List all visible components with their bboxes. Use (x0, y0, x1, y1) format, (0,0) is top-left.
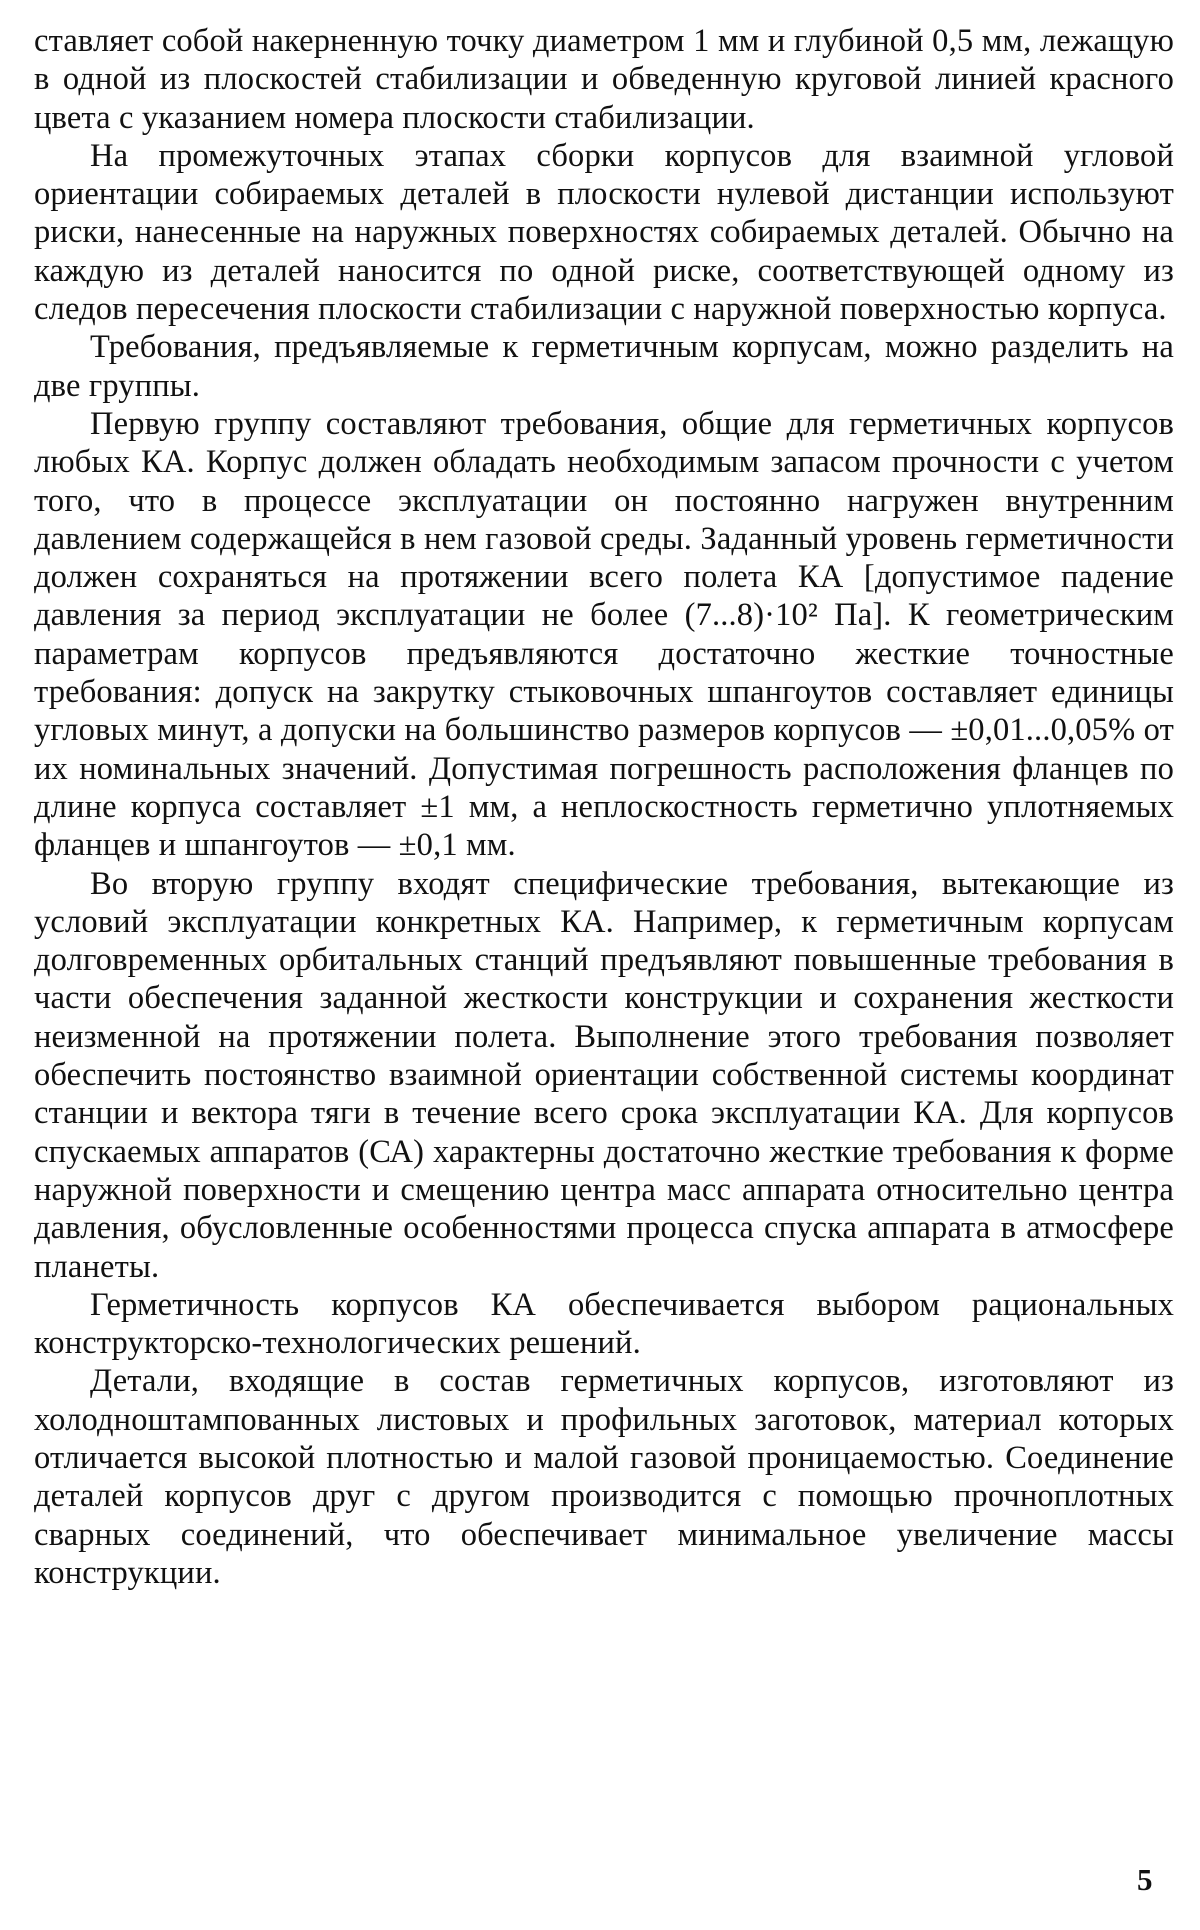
page-body (34, 22, 1174, 1592)
paragraph-3: Требования, предъявляемые к герметичным корпусам, можно разделить на две группы. (34, 329, 1174, 404)
page-number: 5 (1137, 1862, 1153, 1897)
paragraph-7: Детали, входящие в состав герметичных корпусов, изготовляют из холодноштампованных листовых и профильных заготовок, материал которых отличается высокой плотностью и малой газовой проницаемостью. Соединение деталей корпусов друг с другом производится с помощью прочноплотных сварных соединений, что обеспечивает минимальное увеличение массы конструкции. (34, 1363, 1174, 1591)
paragraph-1: ставляет собой накерненную точку диаметром 1 мм и глубиной 0,5 мм, лежащую в одной из плоскостей стабилизации и обведенную круговой линией красного цвета с указанием номера плоскости стабилизации. (34, 23, 1174, 136)
paragraph-6: Герметичность корпусов КА обеспечивается выбором рациональных конструкторско-технологических решений. (34, 1286, 1174, 1362)
paragraph-2: На промежуточных этапах сборки корпусов для взаимной угловой ориентации собираемых деталей в плоскости нулевой дистанции используют риски, нанесенные на наружных поверхностях собираемых деталей. Обычно на каждую из деталей наносится по одной риске, соответствующей одному из следов пересечения плоскости стабилизации с наружной поверхностью корпуса. (34, 137, 1174, 328)
paragraph-4: Первую группу составляют требования, общие для герметичных корпусов любых КА. Корпус должен обладать необходимым запасом прочности с учетом того, что в процессе эксплуатации он постоянно нагружен внутренним давлением содержащейся в нем газовой среды. Заданный уровень герметичности должен сохраняться на протяжении всего полета КА [допустимое падение давления за период эксплуатации не более (7...8)·10² Па]. К геометрическим параметрам корпусов предъявляются достаточно жесткие точностные требования: допуск на закрутку стыковочных шпангоутов составляет единицы угловых минут, а допуски на большинство размеров корпусов — ±0,01...0,05% от их номинальных значений. Допустимая погрешность расположения фланцев по длине корпуса составляет ±1 мм, а неплоскостность герметично уплотняемых фланцев и шпангоутов — ±0,1 мм. (34, 405, 1174, 864)
paragraph-5: Во вторую группу входят специфические требования, вытекающие из условий эксплуатации конкретных КА. Например, к герметичным корпусам долговременных орбитальных станций предъявляют повышенные требования в части обеспечения заданной жесткости конструкции и сохранения жесткости неизменной на протяжении полета. Выполнение этого требования позволяет обеспечить постоянство взаимной ориентации собственной системы координат станции и вектора тяги в течение всего срока эксплуатации КА. Для корпусов спускаемых аппаратов (СА) характерны достаточно жесткие требования к форме наружной поверхности и смещению центра масс аппарата относительно центра давления, обусловленные особенностями процесса спуска аппарата в атмосфере планеты. (34, 865, 1174, 1285)
